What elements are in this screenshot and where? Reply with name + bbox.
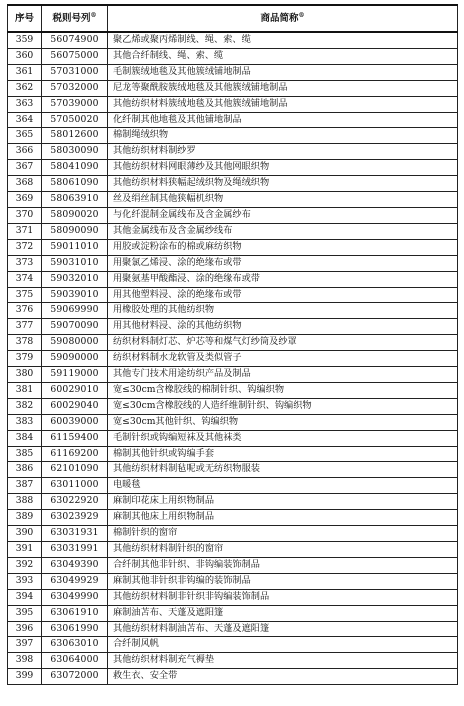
table-row	[8, 335, 458, 351]
table-row	[8, 430, 458, 446]
row-serial-number: 383	[8, 414, 42, 430]
row-serial-number: 379	[8, 351, 42, 367]
row-product-name: 用聚氯乙烯浸、涂的绝缘布或带	[108, 255, 458, 271]
row-tariff-code: 63049390	[42, 557, 108, 573]
row-tariff-code: 63031991	[42, 542, 108, 558]
table-row	[8, 526, 458, 542]
header-tariff-code-footnote-mark: ®	[90, 11, 97, 19]
row-tariff-code: 60029040	[42, 398, 108, 414]
row-serial-number: 375	[8, 287, 42, 303]
table-row	[8, 80, 458, 96]
row-tariff-code: 59031010	[42, 255, 108, 271]
header-row	[8, 5, 458, 32]
row-product-name: 其他纺织材料制充气褥垫	[108, 653, 458, 669]
row-product-name: 用其他材料浸、涂的其他纺织物	[108, 319, 458, 335]
table-row	[8, 192, 458, 208]
row-product-name: 其他纺织材料制毡呢或无纺织物服装	[108, 462, 458, 478]
row-tariff-code: 63072000	[42, 669, 108, 685]
table-row	[8, 255, 458, 271]
row-product-name: 与化纤混制金属线布及含金属纱布	[108, 207, 458, 223]
row-product-name: 宽≤30cm含橡胶线的棉制针织、钩编织物	[108, 382, 458, 398]
row-product-name: 棉制其他针织或钩编手套	[108, 446, 458, 462]
header-tariff-code	[42, 5, 108, 32]
row-product-name: 宽≤30cm其他针织、钩编织物	[108, 414, 458, 430]
row-serial-number: 398	[8, 653, 42, 669]
table-row	[8, 462, 458, 478]
row-product-name: 棉制针织的窗帘	[108, 526, 458, 542]
header-product-name	[108, 5, 458, 32]
row-tariff-code: 58041090	[42, 160, 108, 176]
row-product-name: 尼龙等聚酰胺簇绒地毯及其他簇绒铺地制品	[108, 80, 458, 96]
row-serial-number: 390	[8, 526, 42, 542]
row-product-name: 用胶或淀粉涂布的棉或麻纺织物	[108, 239, 458, 255]
row-tariff-code: 59080000	[42, 335, 108, 351]
row-tariff-code: 57032000	[42, 80, 108, 96]
row-product-name: 其他合纤制线、绳、索、缆	[108, 48, 458, 64]
row-tariff-code: 63011000	[42, 478, 108, 494]
table-row	[8, 303, 458, 319]
header-product-name-label: 商品简称	[260, 13, 299, 24]
row-serial-number: 374	[8, 271, 42, 287]
row-serial-number: 388	[8, 494, 42, 510]
table-row	[8, 351, 458, 367]
row-serial-number: 393	[8, 573, 42, 589]
table-row	[8, 144, 458, 160]
row-tariff-code: 63061910	[42, 605, 108, 621]
row-serial-number: 369	[8, 192, 42, 208]
table-row	[8, 176, 458, 192]
table-row	[8, 112, 458, 128]
row-serial-number: 386	[8, 462, 42, 478]
table-row	[8, 96, 458, 112]
row-serial-number: 368	[8, 176, 42, 192]
row-serial-number: 382	[8, 398, 42, 414]
row-product-name: 其他纺织材料制油苫布、天蓬及遮阳篷	[108, 621, 458, 637]
row-serial-number: 372	[8, 239, 42, 255]
row-serial-number: 371	[8, 223, 42, 239]
row-serial-number: 360	[8, 48, 42, 64]
row-tariff-code: 58090020	[42, 207, 108, 223]
header-serial-number-label: 序号	[14, 13, 34, 24]
row-tariff-code: 56074900	[42, 32, 108, 48]
row-product-name: 毛制针织或钩编短袜及其他袜类	[108, 430, 458, 446]
row-tariff-code: 59069990	[42, 303, 108, 319]
table-row	[8, 64, 458, 80]
row-product-name: 合纤制风帆	[108, 637, 458, 653]
row-serial-number: 389	[8, 510, 42, 526]
row-serial-number: 363	[8, 96, 42, 112]
row-product-name: 宽≤30cm含橡胶线的人造纤维制针织、钩编织物	[108, 398, 458, 414]
row-tariff-code: 59032010	[42, 271, 108, 287]
row-serial-number: 377	[8, 319, 42, 335]
row-serial-number: 370	[8, 207, 42, 223]
row-serial-number: 395	[8, 605, 42, 621]
row-serial-number: 396	[8, 621, 42, 637]
row-product-name: 其他纺织材料制纱罗	[108, 144, 458, 160]
table-row	[8, 557, 458, 573]
row-tariff-code: 59090000	[42, 351, 108, 367]
row-tariff-code: 58012600	[42, 128, 108, 144]
row-product-name: 其他金属线布及含金属纱线布	[108, 223, 458, 239]
row-tariff-code: 63049929	[42, 573, 108, 589]
table-body	[8, 32, 458, 685]
row-tariff-code: 62101090	[42, 462, 108, 478]
row-tariff-code: 63049990	[42, 589, 108, 605]
row-tariff-code: 57031000	[42, 64, 108, 80]
row-product-name: 用橡胶处理的其他纺织物	[108, 303, 458, 319]
row-product-name: 聚乙烯或聚丙烯制线、绳、索、缆	[108, 32, 458, 48]
table-row	[8, 367, 458, 383]
row-product-name: 其他纺织材料制非针织非钩编装饰制品	[108, 589, 458, 605]
row-tariff-code: 58090090	[42, 223, 108, 239]
row-serial-number: 364	[8, 112, 42, 128]
table-row	[8, 223, 458, 239]
table-row	[8, 382, 458, 398]
row-serial-number: 366	[8, 144, 42, 160]
row-tariff-code: 57039000	[42, 96, 108, 112]
row-tariff-code: 63061990	[42, 621, 108, 637]
table-row	[8, 239, 458, 255]
table-row	[8, 32, 458, 48]
row-tariff-code: 56075000	[42, 48, 108, 64]
table-row	[8, 207, 458, 223]
header-serial-number	[8, 5, 42, 32]
row-product-name: 用聚氨基甲酸酯浸、涂的绝缘布或带	[108, 271, 458, 287]
table-row	[8, 478, 458, 494]
row-product-name: 纺织材料制水龙软管及类似管子	[108, 351, 458, 367]
row-serial-number: 399	[8, 669, 42, 685]
row-product-name: 合纤制其他非针织、非钩编装饰制品	[108, 557, 458, 573]
row-product-name: 电暖毯	[108, 478, 458, 494]
row-product-name: 其他纺织材料制针织的窗帘	[108, 542, 458, 558]
row-product-name: 用其他塑料浸、涂的绝缘布或带	[108, 287, 458, 303]
table-row	[8, 589, 458, 605]
row-product-name: 毛制簇绒地毯及其他簇绒铺地制品	[108, 64, 458, 80]
row-tariff-code: 61159400	[42, 430, 108, 446]
row-tariff-code: 58061090	[42, 176, 108, 192]
row-serial-number: 385	[8, 446, 42, 462]
row-serial-number: 376	[8, 303, 42, 319]
row-serial-number: 392	[8, 557, 42, 573]
row-product-name: 救生衣、安全带	[108, 669, 458, 685]
row-tariff-code: 59039010	[42, 287, 108, 303]
row-product-name: 纺织材料制灯芯、炉芯等和煤气灯纱筒及纱罩	[108, 335, 458, 351]
row-serial-number: 378	[8, 335, 42, 351]
row-product-name: 麻制油苫布、天蓬及遮阳篷	[108, 605, 458, 621]
table-row	[8, 398, 458, 414]
header-tariff-code-label: 税则号列	[52, 13, 91, 24]
row-serial-number: 359	[8, 32, 42, 48]
row-serial-number: 365	[8, 128, 42, 144]
row-product-name: 棉制绳绒织物	[108, 128, 458, 144]
row-tariff-code: 60039000	[42, 414, 108, 430]
row-tariff-code: 60029010	[42, 382, 108, 398]
row-serial-number: 391	[8, 542, 42, 558]
row-product-name: 其他纺织材料网眼薄纱及其他网眼织物	[108, 160, 458, 176]
table-row	[8, 573, 458, 589]
row-tariff-code: 63031931	[42, 526, 108, 542]
row-tariff-code: 58063910	[42, 192, 108, 208]
header-product-name-footnote-mark: ®	[298, 11, 305, 19]
row-serial-number: 373	[8, 255, 42, 271]
row-serial-number: 380	[8, 367, 42, 383]
row-serial-number: 384	[8, 430, 42, 446]
table-row	[8, 605, 458, 621]
row-tariff-code: 59119000	[42, 367, 108, 383]
row-tariff-code: 57050020	[42, 112, 108, 128]
row-serial-number: 381	[8, 382, 42, 398]
row-product-name: 其他纺织材料簇绒地毯及其他簇绒铺地制品	[108, 96, 458, 112]
table-row	[8, 48, 458, 64]
table-row	[8, 271, 458, 287]
row-tariff-code: 61169200	[42, 446, 108, 462]
row-tariff-code: 58030090	[42, 144, 108, 160]
row-serial-number: 362	[8, 80, 42, 96]
tariff-table	[7, 4, 458, 685]
table-row	[8, 669, 458, 685]
row-product-name: 麻制其他非针织非钩编的装饰制品	[108, 573, 458, 589]
tariff-document	[7, 4, 457, 685]
row-product-name: 丝及绢丝制其他狭幅机织物	[108, 192, 458, 208]
table-row	[8, 446, 458, 462]
row-serial-number: 397	[8, 637, 42, 653]
row-product-name: 其他专门技术用途纺织产品及制品	[108, 367, 458, 383]
row-tariff-code: 59070090	[42, 319, 108, 335]
row-tariff-code: 63022920	[42, 494, 108, 510]
table-row	[8, 128, 458, 144]
row-product-name: 其他纺织材料狭幅起绒织物及绳绒织物	[108, 176, 458, 192]
row-product-name: 麻制其他床上用织物制品	[108, 510, 458, 526]
row-serial-number: 367	[8, 160, 42, 176]
table-row	[8, 542, 458, 558]
row-product-name: 麻制印花床上用织物制品	[108, 494, 458, 510]
row-product-name: 化纤制其他地毯及其他铺地制品	[108, 112, 458, 128]
row-serial-number: 361	[8, 64, 42, 80]
row-tariff-code: 63064000	[42, 653, 108, 669]
table-row	[8, 160, 458, 176]
row-serial-number: 394	[8, 589, 42, 605]
row-tariff-code: 63063010	[42, 637, 108, 653]
row-tariff-code: 63023929	[42, 510, 108, 526]
table-row	[8, 637, 458, 653]
row-tariff-code: 59011010	[42, 239, 108, 255]
table-row	[8, 653, 458, 669]
table-row	[8, 414, 458, 430]
table-row	[8, 319, 458, 335]
table-row	[8, 494, 458, 510]
table-row	[8, 621, 458, 637]
row-serial-number: 387	[8, 478, 42, 494]
table-header	[8, 5, 458, 32]
table-row	[8, 510, 458, 526]
table-row	[8, 287, 458, 303]
